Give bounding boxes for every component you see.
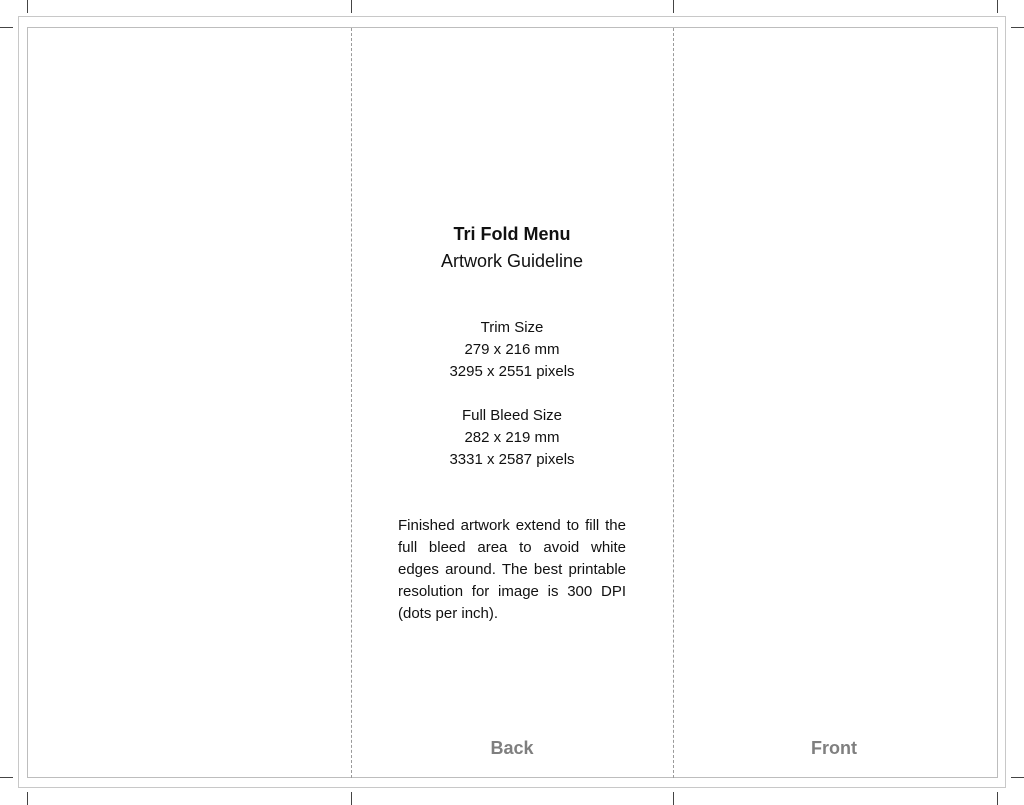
trim-frame [27,27,998,778]
bleed-size-block [352,405,672,471]
crop-mark-bottom-fold-2 [673,792,674,805]
crop-mark-top-left [27,0,28,13]
crop-mark-left-top [0,27,13,28]
crop-mark-left-bottom [0,777,13,778]
crop-mark-right-bottom [1011,777,1024,778]
guideline-subtitle: Artwork Guideline [440,251,584,271]
back-panel-label: Back [490,738,534,758]
fold-line-right [673,28,674,778]
guideline-title: Tri Fold Menu [453,224,571,244]
crop-mark-top-fold-1 [351,0,352,13]
crop-mark-right-top [1011,27,1024,28]
trim-size-block [352,317,672,383]
front-panel-label: Front [811,738,857,758]
trim-size-mm: 279 x 216 mm [464,341,560,358]
crop-mark-bottom-fold-1 [351,792,352,805]
crop-mark-top-right [997,0,998,13]
crop-mark-bottom-left [27,792,28,805]
artwork-note: Finished artwork extend to fill the full bleed area to avoid white edges around. The best printable resolution for image is 300 DPI (dots per inch). [398,517,626,622]
fold-line-left [351,28,352,778]
crop-mark-bottom-right [997,792,998,805]
crop-mark-top-fold-2 [673,0,674,13]
trim-size-pixels: 3295 x 2551 pixels [449,363,575,380]
bleed-size-mm: 282 x 219 mm [464,429,560,446]
bleed-size-heading: Full Bleed Size [461,407,563,424]
bleed-size-pixels: 3331 x 2587 pixels [449,451,575,468]
trim-size-heading: Trim Size [480,319,544,336]
